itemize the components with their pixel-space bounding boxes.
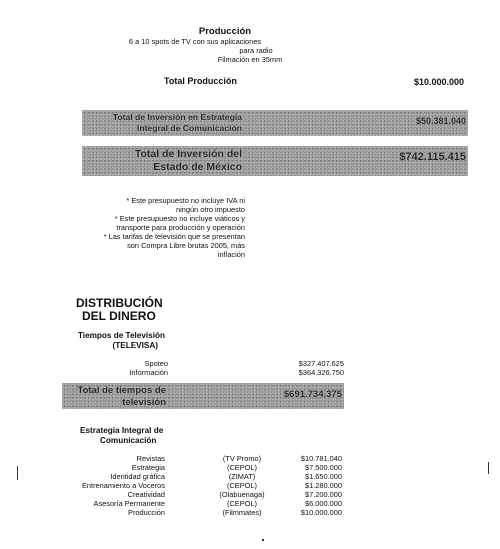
estrategia-row-value: $7.200.000	[305, 490, 342, 499]
produccion-line-3: Filmación en 35mm	[217, 55, 283, 64]
estrategia-row-value: $7.500.000	[305, 463, 342, 472]
estrategia-row-provider: (CEPOL)	[227, 499, 257, 508]
note-line-6: son Compra Libre brutas 2005, más	[127, 241, 245, 250]
inversion-estado-label-1: Total de Inversión del	[134, 148, 242, 160]
tiempos-television-value: $691.734.375	[283, 389, 342, 400]
estrategia-row-value: $1.280.000	[305, 481, 342, 490]
estrategia-row-value: $10.781.040	[300, 454, 342, 463]
scan-mark-left	[17, 466, 18, 480]
inversion-estrategia-label-1: Total de Inversión en Estrategia	[112, 112, 242, 122]
estrategia-row-provider: (TV Promo)	[222, 454, 262, 463]
tv-row-label: Información	[129, 368, 168, 377]
total-produccion-label: Total Producción	[164, 76, 237, 86]
estrategia-row-label: Identidad gráfica	[110, 472, 165, 481]
estrategia-row-label: Revistas	[136, 454, 165, 463]
tiempos-television-label-2: televisión	[122, 397, 166, 408]
produccion-title: Producción	[198, 26, 252, 37]
estrategia-row-value: $1.650.000	[305, 472, 342, 481]
note-line-5: * Las tarifas de televisión que se presentan	[103, 232, 245, 241]
inversion-estado-value: $742.115.415	[399, 151, 466, 163]
produccion-line-1: 6 a 10 spots de TV con sus aplicaciones	[128, 37, 262, 46]
inversion-estrategia-label-2: Integral de Comunicación	[136, 123, 242, 133]
note-line-2: ningún otro impuesto	[175, 205, 245, 214]
inversion-estrategia-value: $50.381.040	[415, 116, 466, 126]
estrategia-title-2: Comunicación	[100, 436, 157, 445]
tv-title-1: Tiempos de Televisión	[77, 331, 165, 340]
estrategia-row-label: Entrenamiento a Voceros	[82, 481, 165, 490]
note-line-7: inflación	[217, 250, 245, 259]
estrategia-row-label: Creatividad	[127, 490, 165, 499]
distribucion-heading-1: DISTRIBUCIÓN	[76, 296, 163, 310]
inversion-estado-label-2: Estado de México	[153, 161, 242, 173]
note-line-3: * Este presupuesto no incluye viáticos y	[114, 214, 245, 223]
estrategia-row-value: $10.000.000	[300, 508, 342, 517]
note-line-1: * Este presupuesto no incluye IVA ni	[126, 196, 245, 205]
estrategia-row-provider: (ZIMAT)	[228, 472, 256, 481]
estrategia-row-label: Producción	[128, 508, 165, 517]
estrategia-row-provider: (CEPOL)	[227, 463, 257, 472]
tv-title-2: (TELEVISA)	[112, 341, 158, 350]
tiempos-television-label-1: Total de tiempos de	[77, 385, 166, 396]
estrategia-title-1: Estrategia Integral de	[80, 426, 164, 435]
distribucion-heading-2: DEL DINERO	[82, 309, 156, 323]
tv-row-value: $364.326.750	[298, 368, 344, 377]
tv-row-label: Spoteo	[144, 359, 168, 368]
scan-mark-bottom	[262, 539, 264, 541]
estrategia-row-label: Estrategia	[131, 463, 165, 472]
note-line-4: transporte para producción y operación	[116, 223, 245, 232]
tv-row-value: $327.407.625	[298, 359, 344, 368]
estrategia-row-provider: (Filmmates)	[222, 508, 262, 517]
estrategia-row-label: Asesoría Permanente	[93, 499, 165, 508]
estrategia-row-value: $6.000.000	[305, 499, 342, 508]
scan-mark-right	[488, 462, 489, 474]
produccion-line-2: para radio	[239, 46, 273, 55]
total-produccion-value: $10.000.000	[413, 77, 464, 87]
estrategia-row-provider: (Olabuenaga)	[219, 490, 265, 499]
estrategia-row-provider: (CEPOL)	[227, 481, 257, 490]
